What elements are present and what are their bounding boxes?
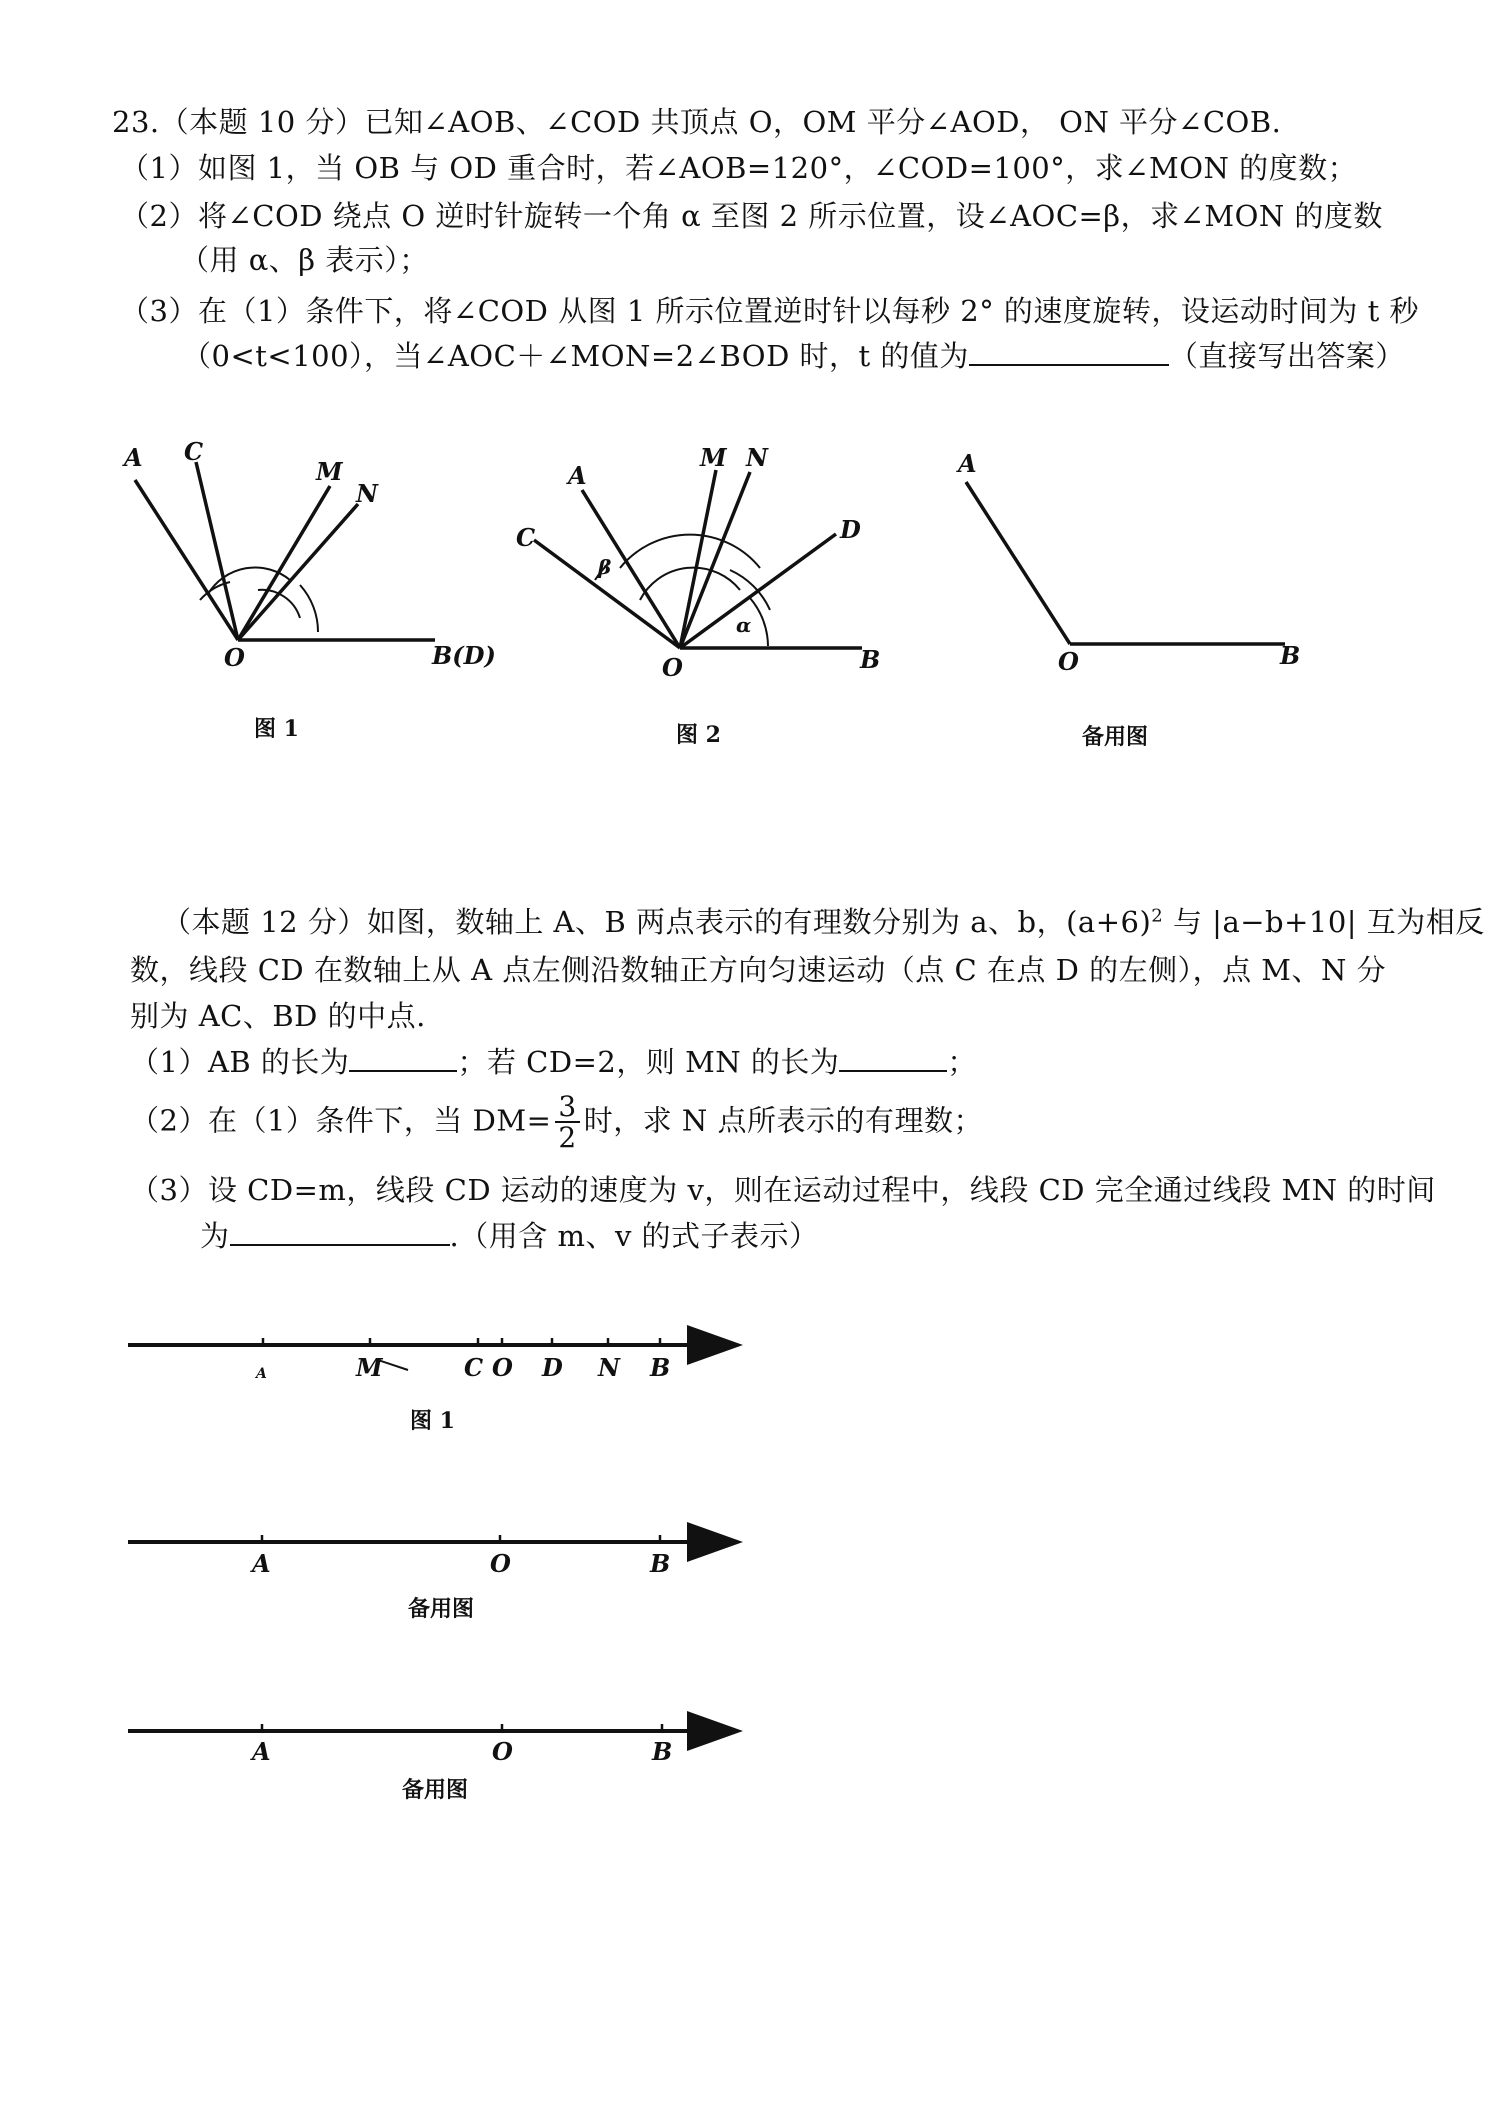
q24-part3-text-b: .（用含 m、v 的式子表示） [449,1219,819,1253]
fig2-caption: 图 2 [676,722,721,748]
q23-part3-hint: （直接写出答案） [1168,339,1405,373]
q23-part3-text: （0<t<100），当∠AOC＋∠MON=2∠BOD 时，t 的值为 [182,339,969,373]
nl1-caption: 图 1 [410,1408,455,1434]
nl3-label-B: B [652,1737,673,1766]
q24-part1-text-b: ；若 CD=2，则 MN 的长为 [457,1045,840,1079]
q24-header-text-b: 与 |a−b+10| 互为相反 [1163,905,1485,939]
q24-fraction-numerator: 3 [555,1092,579,1123]
q24-part2-text-a: （2）在（1）条件下，当 DM= [130,1103,552,1138]
fig2-label-beta: β [598,555,612,579]
fig3-label-O: O [1058,647,1079,676]
nl2-label-O: O [490,1549,511,1578]
fig1-label-B: B(D) [432,641,496,670]
q24-part1-text-c: ； [947,1045,977,1079]
fig1-caption: 图 1 [254,716,299,742]
q24-fraction-denominator: 2 [558,1121,577,1155]
fig3-label-B: B [1280,641,1301,670]
nl2-label-A: A [252,1549,271,1578]
nl3-label-A: A [252,1737,271,1766]
fig3-label-A: A [958,449,977,478]
fig2-label-A: A [568,461,587,490]
fig1-label-M: M [316,457,343,486]
q24-header-text-a: （本题 12 分）如图，数轴上 A、B 两点表示的有理数分别为 a、b，(a+6) [162,905,1152,939]
q23-part2-line1: （2）将∠COD 绕点 O 逆时针旋转一个角 α 至图 2 所示位置，设∠AOC=β，求∠MON 的度数 [120,199,1383,233]
q24-part3-line1: （3）设 CD=m，线段 CD 运动的速度为 v，则在运动过程中，线段 CD 完全通过线段 MN 的时间 [130,1173,1436,1207]
q24-header-line2: 数，线段 CD 在数轴上从 A 点左侧沿数轴正方向匀速运动（点 C 在点 D 的左侧），点 M、N 分 [130,953,1387,987]
fig1-label-A: A [124,443,143,472]
q24-part1-text-a: （1）AB 的长为 [130,1045,350,1079]
fig2-label-C: C [516,523,536,552]
q23-part1: （1）如图 1，当 OB 与 OD 重合时，若∠AOB=120°，∠COD=100°，求∠MON 的度数； [120,151,1358,185]
nl1-label-M: M [356,1353,383,1382]
q24-part2-text-b: 时，求 N 点所表示的有理数； [583,1103,984,1138]
fig2-label-B: B [860,645,881,674]
nl1-label-D: D [542,1353,563,1382]
nl1-label-N: N [598,1353,620,1382]
nl2-label-B: B [650,1549,671,1578]
q24-part3-text-a: 为 [200,1219,230,1253]
nl1-label-O: O [492,1353,513,1382]
fig2-label-N: N [746,443,768,472]
fig1-label-N: N [356,479,378,508]
nl1-label-B: B [650,1353,671,1382]
nl1-label-A: A [256,1366,267,1382]
q24-header-line3: 别为 AC、BD 的中点. [130,999,426,1033]
q24-header-exponent: 2 [1151,905,1164,927]
nl1-label-C: C [464,1353,484,1382]
fig2-label-O: O [662,653,683,682]
fig2-label-alpha: α [736,613,752,637]
q23-header: 23.（本题 10 分）已知∠AOB、∠COD 共顶点 O，OM 平分∠AOD， ON 平分∠COB. [112,105,1282,139]
nl2-caption: 备用图 [408,1596,475,1622]
q23-part2-line2: （用 α、β 表示）； [180,243,429,277]
fig1-label-O: O [224,643,245,672]
q23-part3-line1: （3）在（1）条件下，将∠COD 从图 1 所示位置逆时针以每秒 2° 的速度旋转，设运动时间为 t 秒 [120,294,1419,328]
nl3-caption: 备用图 [402,1777,469,1803]
fig1-label-C: C [184,437,204,466]
nl3-label-O: O [492,1737,513,1766]
fig2-label-M: M [700,443,727,472]
fig2-label-D: D [840,515,861,544]
fig3-caption: 备用图 [1082,724,1149,750]
